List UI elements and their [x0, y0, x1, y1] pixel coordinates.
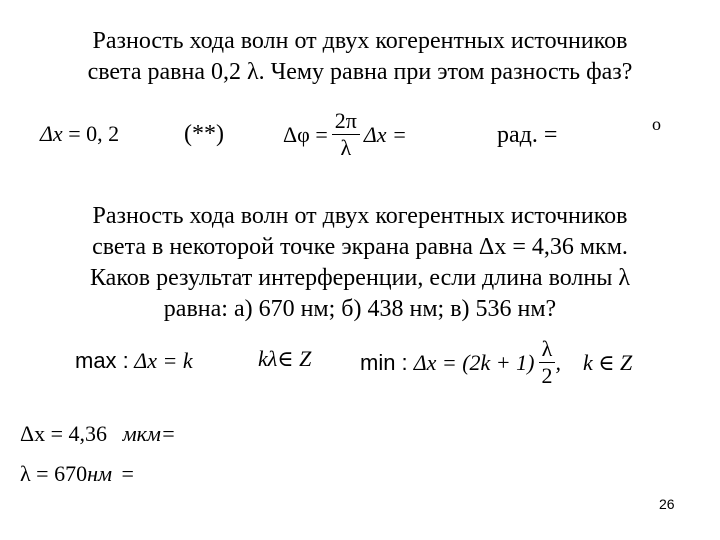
formula-marker: (**) — [184, 121, 224, 147]
problem-1-text — [0, 26, 720, 88]
problem-1-line-2: света равна 0,2 λ. Чему равна при этом разность фаз? — [87, 59, 633, 85]
given-delta-x — [20, 421, 176, 447]
problem-2-line-1: Разность хода волн от двух когерентных источников — [92, 203, 628, 229]
phase-difference-formula — [283, 108, 407, 161]
problem-1-line-1: Разность хода волн от двух когерентных источников — [92, 28, 628, 54]
min-condition — [360, 336, 632, 389]
lambda-over-two-fraction — [538, 336, 555, 389]
min-fraction-numerator: λ — [539, 336, 556, 363]
phase-lhs: Δφ = — [283, 121, 328, 147]
two-pi-over-lambda-fraction — [332, 108, 360, 161]
max-k-in-z: kλ∈ Z — [258, 346, 312, 371]
max-expression: Δx = k — [134, 348, 193, 373]
page-number: 26 — [659, 496, 675, 512]
problem-2-line-4: равна: а) 670 нм; б) 438 нм; в) 536 нм? — [163, 296, 557, 322]
problem-2-line-3: Каков результат интерференции, если длина волны λ — [89, 265, 631, 291]
given-lambda-equals: = — [121, 461, 134, 486]
min-expression: Δx = (2k + 1) — [413, 349, 535, 375]
min-fraction-denominator: 2 — [541, 363, 553, 388]
fraction-numerator: 2π — [332, 108, 360, 135]
given-lambda-value: λ = 670 — [20, 461, 88, 486]
radians-label: рад. = — [497, 122, 558, 148]
fraction-denominator: λ — [340, 135, 352, 160]
given-lambda-unit: нм — [87, 461, 113, 486]
given-delta-x-unit: мкм= — [122, 421, 176, 446]
degree-symbol: o — [652, 114, 661, 134]
delta-x-formula — [40, 121, 119, 147]
min-label: min : — [360, 349, 408, 375]
given-delta-x-value: Δx = 4,36 — [20, 421, 108, 446]
problem-2-text — [0, 201, 720, 325]
given-lambda — [20, 461, 134, 487]
max-label: max : — [75, 348, 129, 373]
delta-x-value: = 0, 2 — [68, 121, 120, 146]
max-k-set — [258, 346, 311, 372]
delta-x-symbol: Δx — [40, 121, 63, 146]
min-k-in-z: , k ∈ Z — [555, 349, 633, 375]
max-condition — [75, 348, 193, 374]
phase-rhs: Δx = — [363, 121, 407, 147]
problem-2-line-2: света в некоторой точке экрана равна Δx = 4,36 мкм. — [92, 234, 628, 260]
